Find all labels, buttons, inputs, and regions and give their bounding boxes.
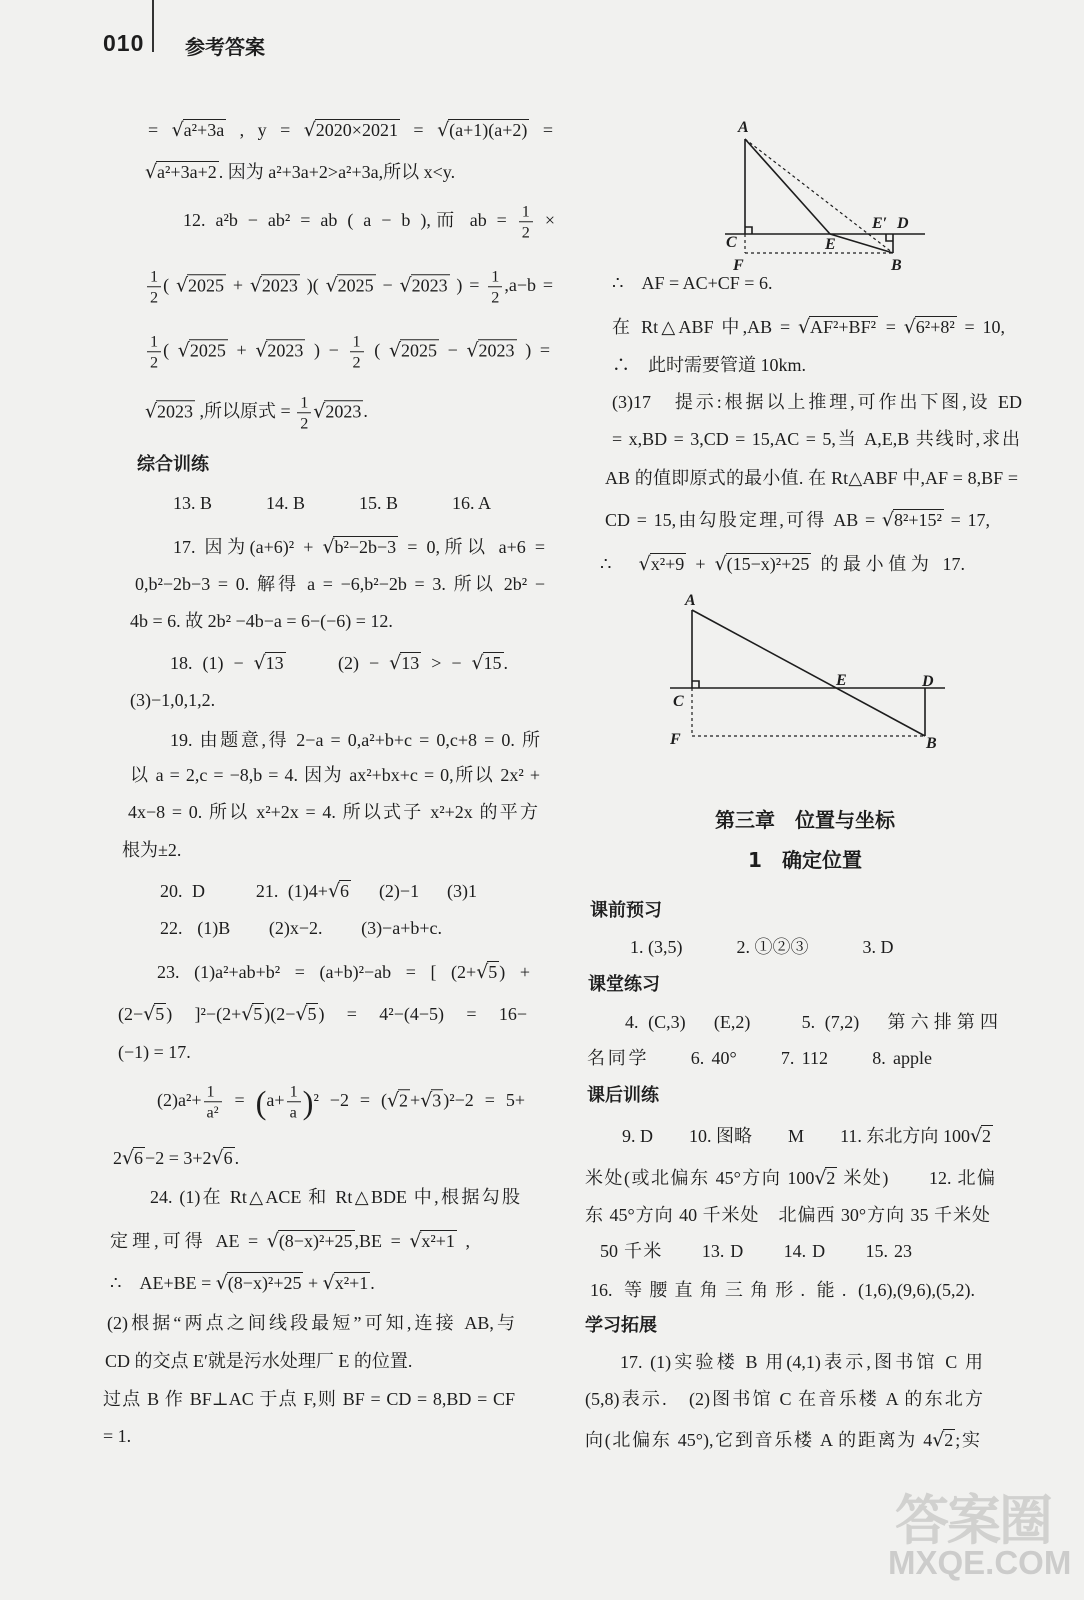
minimum-value-triangle-figure-2 bbox=[660, 590, 950, 755]
section-heading: 课前预习 bbox=[590, 900, 662, 921]
answer-line bbox=[585, 1201, 990, 1229]
square-root bbox=[932, 1428, 955, 1453]
text-run: ∴ AE+BE = bbox=[110, 1273, 216, 1293]
text-run: = bbox=[148, 120, 172, 140]
text-run: = 10, bbox=[956, 317, 1006, 337]
radicand: 13 bbox=[265, 653, 284, 673]
answer-line bbox=[612, 425, 1020, 453]
text-run: ( bbox=[163, 340, 178, 361]
fraction-numerator: 1 bbox=[147, 331, 161, 352]
radicand: 2 bbox=[944, 1430, 954, 1450]
text-run: 2 bbox=[113, 1148, 122, 1168]
text-run: . bbox=[370, 1273, 375, 1293]
radicand: 2 bbox=[399, 1090, 409, 1111]
label-B: B bbox=[926, 735, 937, 752]
answer-line bbox=[585, 1164, 995, 1192]
radicand: 6 bbox=[223, 1148, 233, 1168]
radicand: 2023 bbox=[411, 275, 448, 296]
radicand: (a+1)(a+2) bbox=[449, 120, 528, 140]
fraction-denominator: 2 bbox=[352, 353, 361, 372]
answer-line bbox=[630, 933, 894, 961]
text-run: 向(北偏东 45°),它到音乐楼 A 的距离为 4 bbox=[585, 1430, 933, 1450]
text-run: 18. (1) − bbox=[170, 653, 254, 673]
text-run: 19. 由题意,得 2−a = 0,a²+b+c = 0,c+8 = 0. 所 bbox=[170, 730, 540, 750]
text-run: = bbox=[399, 120, 438, 140]
text-run: = 0,所以 a+6 = bbox=[398, 537, 545, 557]
pipeline-triangle-figure-1 bbox=[700, 110, 940, 280]
radicand: (15−x)²+25 bbox=[726, 554, 810, 574]
text-run: ∴ bbox=[600, 554, 639, 574]
text-run: CD 的交点 E′就是污水处理厂 E 的位置. bbox=[105, 1351, 413, 1371]
square-root bbox=[798, 315, 878, 340]
text-run: (2) − bbox=[285, 653, 390, 673]
segment-AB bbox=[692, 610, 925, 736]
label-D: D bbox=[897, 215, 909, 232]
fraction-numerator: 1 bbox=[287, 1081, 301, 1102]
text-run: (2)−1 (3)1 bbox=[351, 881, 477, 901]
radicand: 5 bbox=[253, 1004, 263, 1024]
text-run: = 1. bbox=[103, 1426, 132, 1446]
text-run: 4b = 6. 故 2b² −4b−a = 6−(−6) = 12. bbox=[130, 611, 393, 631]
text-run: ) − bbox=[305, 340, 348, 361]
fraction-numerator: 1 bbox=[147, 266, 161, 287]
radicand: 6²+8² bbox=[915, 317, 955, 337]
radicand: 5 bbox=[488, 962, 498, 982]
text-run: , y = bbox=[226, 120, 304, 140]
text-run: 23. (1)a²+ab+b² = (a+b)²−ab = [ (2+ bbox=[157, 962, 477, 982]
fraction-numerator: 1 bbox=[488, 266, 502, 287]
text-run: AB 的值即原式的最小值. 在 Rt△ABF 中,AF = 8,BF = bbox=[605, 468, 1018, 488]
radicand: 2025 bbox=[189, 340, 226, 361]
text-run: ) + bbox=[499, 962, 531, 982]
fraction-numerator: 1 bbox=[350, 331, 364, 352]
text-run: 米处) 12. 北偏 bbox=[837, 1168, 995, 1188]
text-run: ( bbox=[163, 275, 176, 296]
text-run: 名同学 6. 40° 7. 112 8. apple bbox=[587, 1048, 932, 1068]
radicand: 2023 bbox=[325, 401, 362, 422]
section-heading: 学习拓展 bbox=[585, 1315, 657, 1336]
text-run: (2− bbox=[118, 1004, 144, 1024]
text-run: > − bbox=[421, 653, 472, 673]
label-B: B bbox=[891, 257, 902, 274]
text-run: )(2− bbox=[264, 1004, 296, 1024]
text-run: − bbox=[438, 340, 467, 361]
radicand: 2020×2021 bbox=[315, 120, 398, 140]
text-run: . bbox=[503, 653, 509, 673]
large-bracket: ( bbox=[255, 1085, 267, 1122]
text-run: (3)−1,0,1,2. bbox=[130, 690, 216, 710]
answer-line bbox=[612, 351, 806, 379]
text-run: 以 a = 2,c = −8,b = 4. 因为 ax²+bx+c = 0,所以 2x² + bbox=[130, 765, 540, 785]
radicand: a²+3a bbox=[183, 120, 225, 140]
text-run: + bbox=[410, 1090, 421, 1111]
fraction-denominator: 2 bbox=[491, 288, 500, 307]
page-number: 010 bbox=[103, 30, 145, 56]
right-angle-mark-D bbox=[886, 234, 893, 241]
text-run: 的最小值为 17. bbox=[811, 554, 966, 574]
radicand: x²+9 bbox=[650, 554, 685, 574]
square-root bbox=[715, 552, 812, 577]
text-run: 9. D 10. 图略 M 11. 东北方向 100 bbox=[622, 1126, 970, 1146]
text-run: + bbox=[303, 1273, 323, 1293]
answer-line bbox=[625, 1008, 998, 1036]
radicand: 2023 bbox=[157, 401, 194, 422]
answer-line bbox=[585, 1426, 980, 1454]
large-bracket: ) bbox=[302, 1085, 314, 1122]
text-run: 定理,可得 AE = bbox=[110, 1231, 267, 1251]
text-run: ) = bbox=[449, 275, 487, 296]
label-F: F bbox=[670, 731, 681, 748]
right-angle-mark-C bbox=[692, 681, 699, 688]
text-run: )( bbox=[299, 275, 326, 296]
label-D: D bbox=[922, 673, 934, 690]
text-run: = x,BD = 3,CD = 15,AC = 5,当 A,E,B 共线时,求出 bbox=[612, 429, 1020, 449]
label-A: A bbox=[685, 592, 696, 609]
text-run: ∴ 此时需要管道 10km. bbox=[612, 355, 807, 375]
radicand: a²+3a+2 bbox=[157, 162, 217, 182]
square-root bbox=[904, 315, 957, 340]
label-E: E bbox=[836, 672, 847, 689]
text-run: 13. B 14. B 15. B 16. A bbox=[173, 493, 492, 513]
text-run: 4. (C,3) (E,2) 5. (7,2) 第六排第四 bbox=[625, 1012, 998, 1032]
fraction-denominator: 2 bbox=[150, 288, 159, 307]
text-run: −2 = 3+2 bbox=[145, 1148, 212, 1168]
radicand: 5 bbox=[155, 1004, 165, 1024]
text-run: + bbox=[227, 340, 256, 361]
text-run: 50 千米 13. D 14. D 15. 23 bbox=[600, 1241, 912, 1261]
section-title: 1 确定位置 bbox=[748, 848, 862, 872]
answer-line bbox=[605, 464, 1018, 492]
text-run: 17. (1)实验楼 B 用(4,1)表示,图书馆 C 用 bbox=[620, 1352, 983, 1372]
text-run: CD = 15,由勾股定理,可得 AB = bbox=[605, 510, 882, 530]
section-heading: 课堂练习 bbox=[588, 974, 660, 995]
radicand: 2025 bbox=[337, 275, 374, 296]
text-run: (3)17 提示:根据以上推理,可作出下图,设 ED bbox=[612, 392, 1022, 412]
answer-line bbox=[612, 388, 1022, 416]
text-run: ,所以原式 = bbox=[195, 401, 296, 422]
text-run: 根为±2. bbox=[122, 840, 182, 860]
text-run: . bbox=[363, 401, 368, 422]
answer-line bbox=[587, 1044, 932, 1072]
fraction-denominator: a² bbox=[206, 1103, 219, 1122]
watermark-logo: 答案圈 bbox=[895, 1489, 1051, 1552]
text-run: ( bbox=[365, 340, 389, 361]
running-title: 参考答案 bbox=[185, 35, 265, 59]
text-run: ∴ AF = AC+CF = 6. bbox=[612, 273, 773, 293]
text-run: = bbox=[877, 317, 904, 337]
text-run: (2)a²+ bbox=[157, 1090, 202, 1111]
text-run: 20. D 21. (1)4+ bbox=[160, 881, 328, 901]
text-run: + bbox=[686, 554, 715, 574]
radicand: x²+1 bbox=[334, 1273, 369, 1293]
radicand: 6 bbox=[134, 1148, 144, 1168]
radicand: 2023 bbox=[267, 340, 304, 361]
text-run: ,a−b = bbox=[504, 275, 554, 296]
answer-line bbox=[585, 1385, 983, 1413]
radicand: 5 bbox=[307, 1004, 317, 1024]
chapter-title: 第三章 位置与坐标 bbox=[715, 808, 895, 832]
radicand: 8²+15² bbox=[893, 510, 942, 530]
answer-line bbox=[590, 1276, 975, 1304]
radicand: 3 bbox=[432, 1090, 442, 1111]
text-run: = bbox=[223, 1090, 256, 1111]
radicand: b²−2b−3 bbox=[334, 537, 397, 557]
text-run: 12. a²b − ab² = ab ( a − b ),而 ab = bbox=[183, 210, 517, 231]
text-run: (−1) = 17. bbox=[118, 1042, 191, 1062]
answer-line bbox=[620, 1348, 983, 1376]
radicand: 2 bbox=[982, 1126, 991, 1146]
text-run: ,BE = bbox=[354, 1231, 410, 1251]
fraction-denominator: 2 bbox=[521, 223, 530, 242]
label-C: C bbox=[673, 693, 684, 710]
fraction-denominator: 2 bbox=[300, 414, 309, 433]
text-run: a+ bbox=[266, 1090, 285, 1111]
radicand: 15 bbox=[483, 653, 502, 673]
text-run: 16. 等腰直角三角形. 能. (1,6),(9,6),(5,2). bbox=[590, 1280, 975, 1300]
segment-AB-dashed bbox=[745, 139, 893, 253]
text-run: × bbox=[534, 210, 555, 231]
fraction-denominator: 2 bbox=[150, 353, 159, 372]
square-root bbox=[639, 552, 687, 577]
radicand: 2025 bbox=[400, 340, 437, 361]
segment-AE bbox=[745, 139, 830, 234]
text-run: 0,b²−2b−3 = 0. 解得 a = −6,b²−2b = 3. 所以 2b² − bbox=[135, 574, 545, 594]
text-run: 米处(或北偏东 45°方向 100 bbox=[585, 1168, 815, 1188]
text-run: = 17, bbox=[943, 510, 990, 530]
text-run: , bbox=[456, 1231, 470, 1251]
section-heading: 综合训练 bbox=[137, 454, 209, 475]
answer-line bbox=[600, 550, 965, 578]
fraction-numerator: 1 bbox=[204, 1081, 222, 1102]
text-run: 过点 B 作 BF⊥AC 于点 F,则 BF = CD = 8,BD = CF bbox=[103, 1389, 515, 1409]
fraction-numerator: 1 bbox=[519, 201, 533, 222]
answer-line bbox=[622, 1122, 993, 1150]
segment-EB bbox=[830, 234, 893, 253]
text-run: ) = 4²−(4−5) = 16− bbox=[318, 1004, 527, 1024]
watermark-site: MXQE.COM bbox=[888, 1544, 1072, 1581]
answer-line bbox=[612, 313, 1005, 341]
text-run: 17. 因为(a+6)² + bbox=[173, 537, 323, 557]
text-run: + bbox=[226, 275, 250, 296]
radicand: 2025 bbox=[188, 275, 224, 296]
radicand: 2 bbox=[826, 1168, 836, 1188]
label-E: E bbox=[825, 236, 836, 253]
answer-line bbox=[600, 1237, 912, 1265]
label-C: C bbox=[726, 234, 737, 251]
text-run: ) = bbox=[516, 340, 551, 361]
text-run: ² −2 = ( bbox=[313, 1090, 387, 1111]
text-run: = bbox=[529, 120, 553, 140]
radicand: 6 bbox=[340, 881, 350, 901]
radicand: 13 bbox=[401, 653, 420, 673]
radicand: x²+1 bbox=[421, 1231, 455, 1251]
text-run: 东 45°方向 40 千米处 北偏西 30°方向 35 千米处 bbox=[585, 1205, 990, 1225]
fraction-numerator: 1 bbox=[297, 392, 311, 413]
radicand: AF²+BF² bbox=[810, 317, 876, 337]
radicand: (8−x)²+25 bbox=[278, 1231, 353, 1251]
text-run: (5,8)表示. (2)图书馆 C 在音乐楼 A 的东北方 bbox=[585, 1389, 983, 1409]
text-run: 22. (1)B (2)x−2. (3)−a+b+c. bbox=[160, 918, 442, 938]
text-run: 24. (1)在 Rt△ACE 和 Rt△BDE 中,根据勾股 bbox=[150, 1187, 520, 1207]
answer-line bbox=[605, 506, 990, 534]
radicand: 2023 bbox=[478, 340, 515, 361]
radicand: (8−x)²+25 bbox=[227, 1273, 302, 1293]
label-F: F bbox=[733, 257, 744, 274]
square-root bbox=[882, 508, 944, 533]
label-A: A bbox=[738, 119, 749, 136]
right-angle-mark-C bbox=[745, 227, 752, 234]
text-run: ;实 bbox=[955, 1430, 980, 1450]
text-run: . 因为 a²+3a+2>a²+3a,所以 x<y. bbox=[218, 162, 456, 182]
text-run: 4x−8 = 0. 所以 x²+2x = 4. 所以式子 x²+2x 的平方 bbox=[128, 802, 538, 822]
text-run: . bbox=[234, 1148, 240, 1168]
label-E-prime: E′ bbox=[872, 215, 888, 232]
fraction-denominator: a bbox=[289, 1103, 297, 1122]
text-run: ) ]²−(2+ bbox=[166, 1004, 242, 1024]
square-root bbox=[970, 1124, 993, 1149]
radicand: 2023 bbox=[261, 275, 298, 296]
section-heading: 课后训练 bbox=[587, 1085, 659, 1106]
square-root bbox=[814, 1166, 837, 1191]
text-run: 1. (3,5) 2. ①②③ 3. D bbox=[630, 937, 894, 957]
text-run: − bbox=[375, 275, 400, 296]
text-run: (2)根据“两点之间线段最短”可知,连接 AB,与 bbox=[107, 1313, 515, 1333]
text-run: )²−2 = 5+ bbox=[443, 1090, 525, 1111]
text-run: 在 Rt△ABF 中,AB = bbox=[612, 317, 798, 337]
